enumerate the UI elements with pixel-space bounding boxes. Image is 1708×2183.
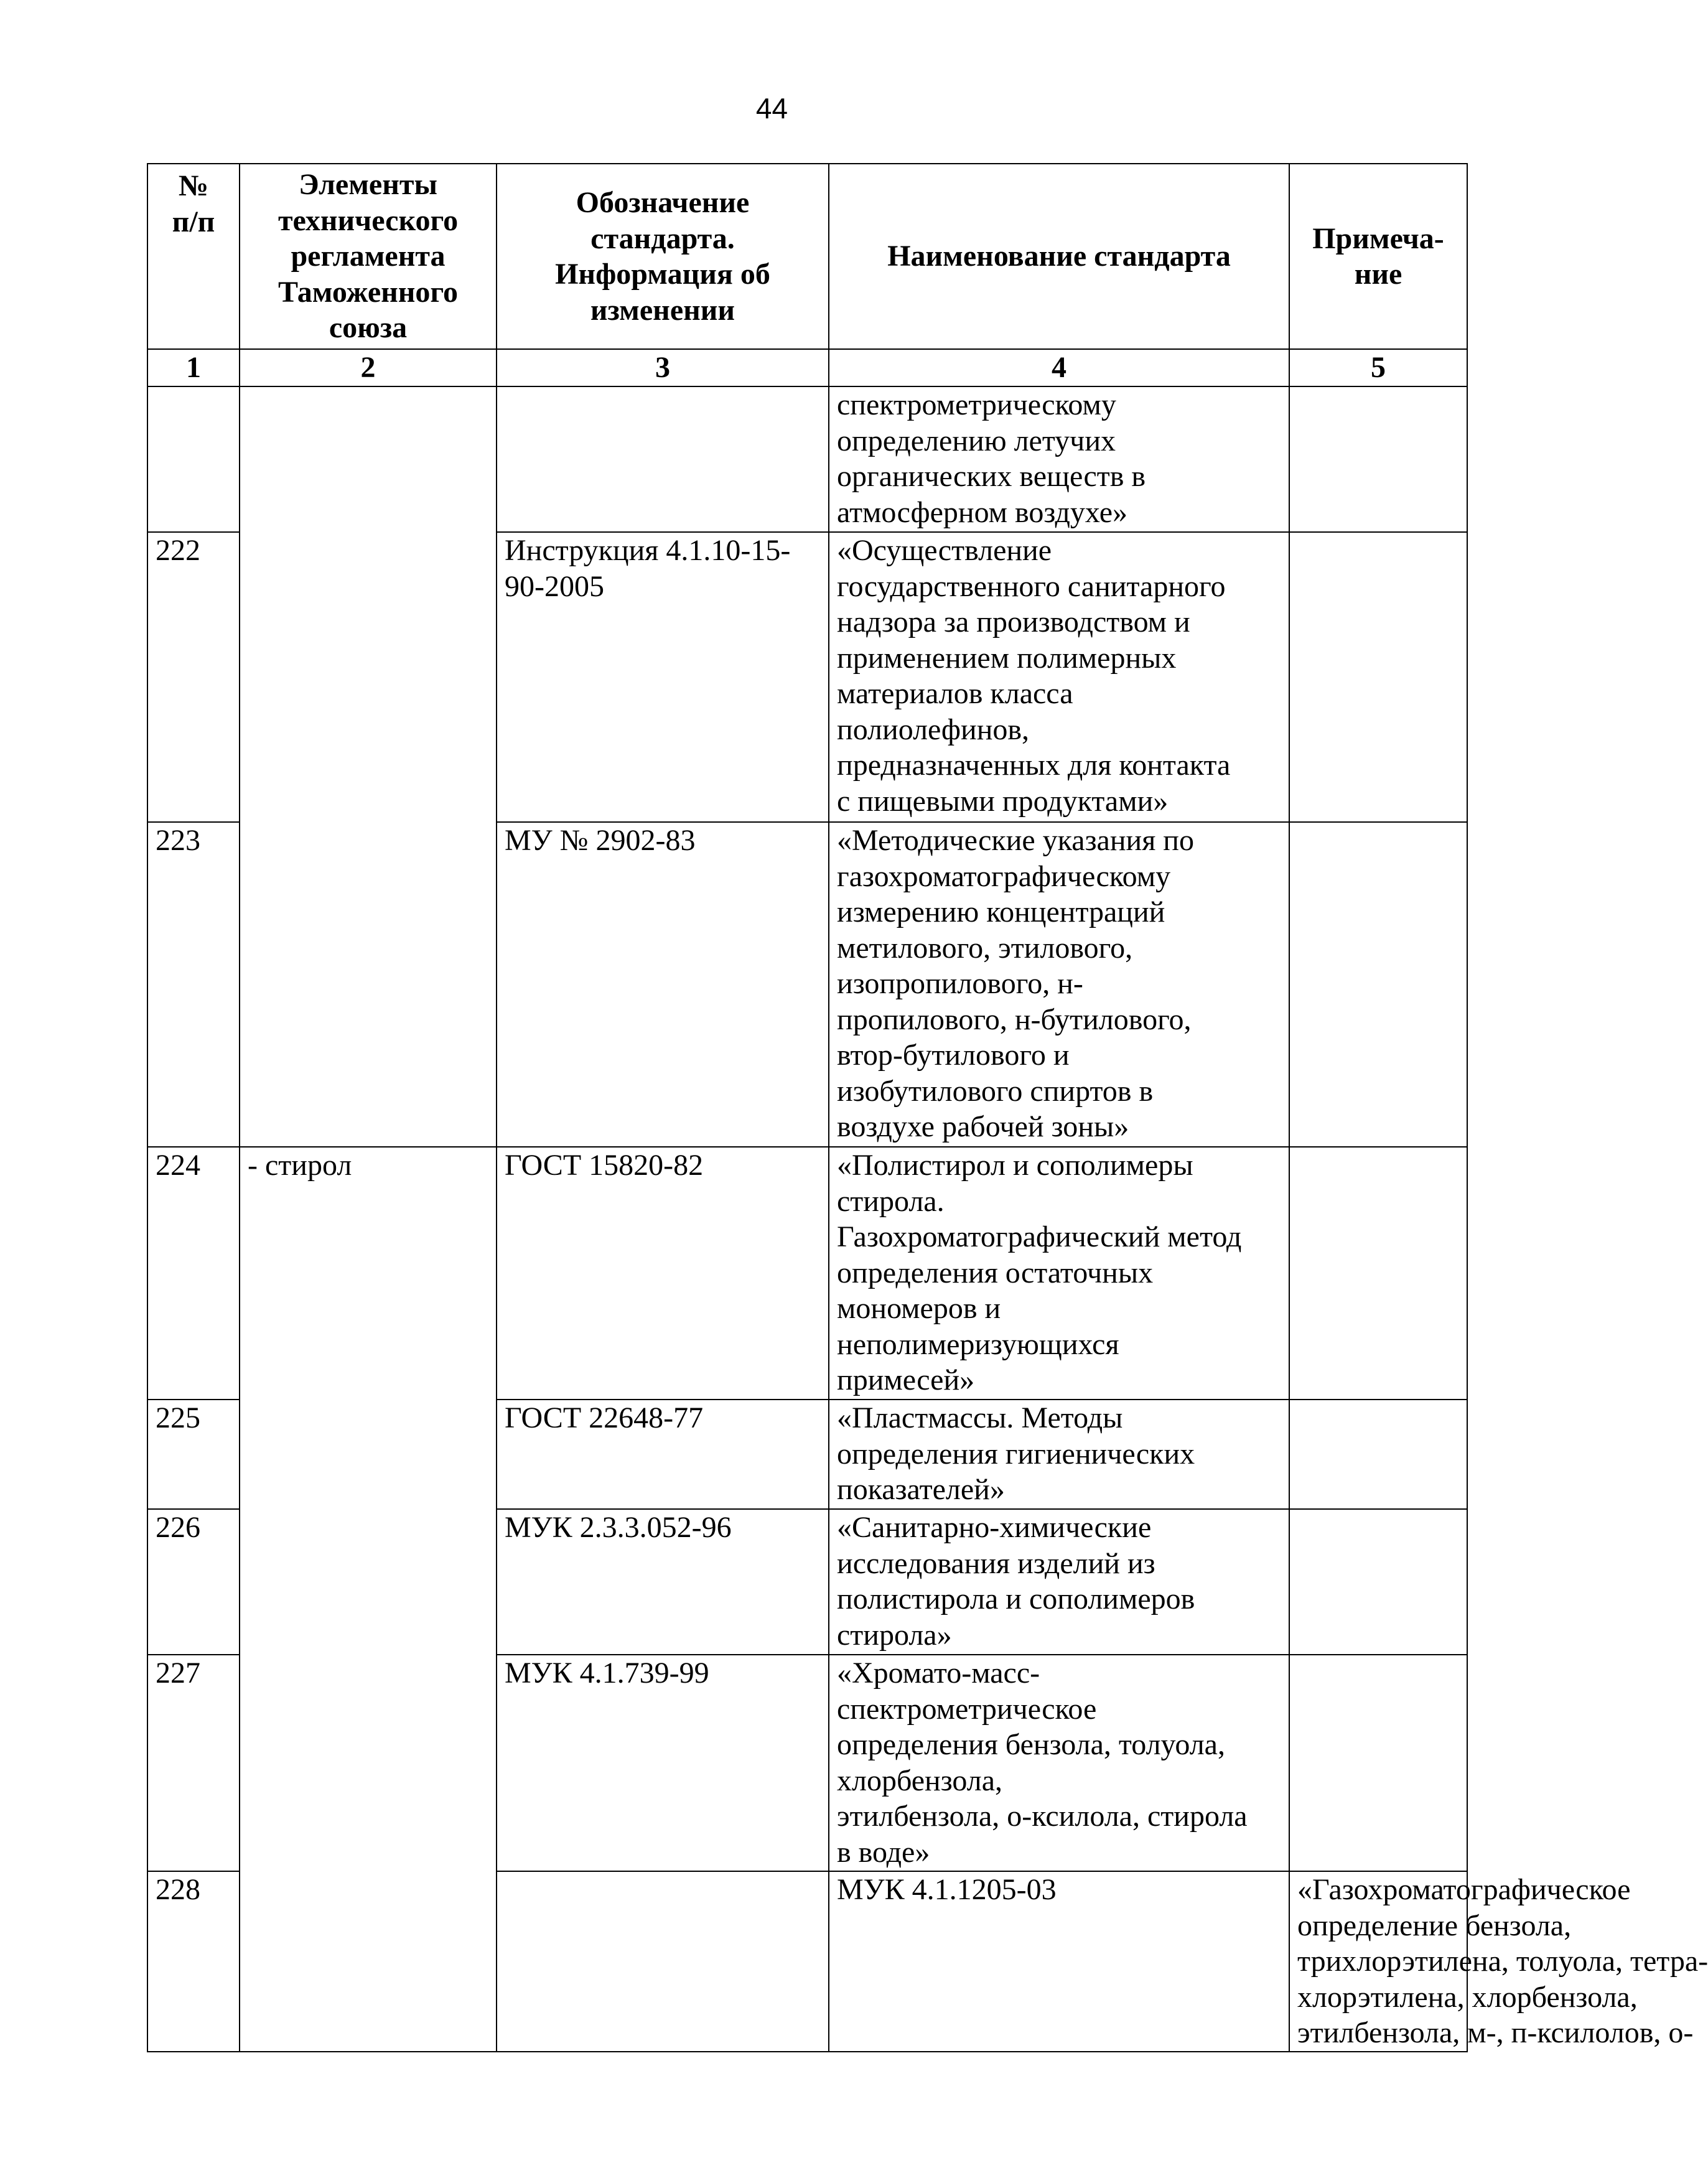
name-line: примесей» — [837, 1363, 975, 1396]
row-name — [829, 1509, 1289, 1655]
name-line: «Осуществление — [837, 534, 1052, 567]
name-line: спектрометрическому — [837, 388, 1116, 421]
name-line: измерению концентраций — [837, 895, 1165, 928]
row-element — [497, 1871, 829, 2052]
column-number: 4 — [829, 349, 1289, 386]
name-line: метилового, этилового, — [837, 931, 1133, 965]
header-name — [829, 164, 1289, 349]
name-line: органических веществ в — [837, 460, 1146, 493]
column-number: 2 — [240, 349, 497, 386]
code-line: 90-2005 — [505, 569, 604, 603]
row-name — [829, 386, 1289, 532]
row-name — [829, 1147, 1289, 1400]
page-number: 44 — [755, 92, 788, 124]
row-note — [1289, 1509, 1467, 1655]
row-element — [240, 386, 497, 1147]
row-code — [497, 386, 829, 532]
header-text: союза — [329, 311, 408, 345]
name-line: определения бензола, толуола, — [837, 1728, 1225, 1761]
header-text: технического — [278, 203, 459, 237]
name-line: полистирола и сополимеров — [837, 1582, 1195, 1615]
row-code: МУК 2.3.3.052-96 — [497, 1509, 829, 1655]
header-text: Наименование стандарта — [887, 240, 1231, 273]
name-line: «Газохроматографическое — [1297, 1873, 1631, 1906]
name-line: мономеров и — [837, 1292, 1001, 1325]
standards-table — [147, 163, 1708, 2052]
header-text: ние — [1354, 258, 1402, 291]
row-name — [829, 1655, 1289, 1871]
name-line: исследования изделий из — [837, 1546, 1155, 1580]
row-number: 228 — [147, 1871, 240, 2052]
name-line: государственного санитарного — [837, 569, 1226, 603]
header-text: стандарта. — [590, 222, 735, 255]
header-text: Примеча- — [1312, 222, 1444, 255]
row-number — [147, 386, 240, 532]
name-line: определения остаточных — [837, 1256, 1154, 1289]
name-line: определение бензола, — [1297, 1909, 1572, 1942]
row-code: ГОСТ 22648-77 — [497, 1400, 829, 1509]
row-number: 226 — [147, 1509, 240, 1655]
name-line: показателей» — [837, 1473, 1005, 1506]
row-note — [1289, 386, 1467, 532]
name-line: определению летучих — [837, 424, 1116, 457]
name-line: стирола» — [837, 1618, 952, 1652]
row-number: 225 — [147, 1400, 240, 1509]
row-name — [1289, 1871, 1708, 2052]
name-line: газохроматографическому — [837, 859, 1171, 893]
name-line: трихлорэтилена, толуола, тетра- — [1297, 1945, 1708, 1978]
name-line: спектрометрическое — [837, 1692, 1097, 1726]
name-line: этилбензола, о-ксилола, стирола — [837, 1800, 1248, 1833]
name-line: воздухе рабочей зоны» — [837, 1110, 1129, 1143]
name-line: применением полимерных — [837, 641, 1177, 675]
header-text: Информация об — [555, 258, 770, 291]
name-line: этилбензола, м-, п-ксилолов, о- — [1297, 2016, 1694, 2049]
name-line: «Полистирол и сополимеры — [837, 1149, 1193, 1182]
name-line: изобутилового спиртов в — [837, 1074, 1154, 1108]
column-number: 1 — [147, 349, 240, 386]
row-number: 224 — [147, 1147, 240, 1400]
header-text: п/п — [172, 205, 215, 238]
row-note — [1289, 1147, 1467, 1400]
header-text: регламента — [291, 240, 446, 273]
row-note — [1289, 822, 1467, 1147]
row-name — [829, 822, 1289, 1147]
name-line: «Методические указания по — [837, 824, 1194, 857]
header-text: Обозначение — [576, 186, 750, 219]
name-line: в воде» — [837, 1835, 930, 1869]
header-text: Элементы — [299, 168, 437, 202]
row-note — [1289, 1400, 1467, 1509]
row-code: МУК 4.1.1205-03 — [829, 1871, 1289, 2052]
row-name — [829, 532, 1289, 822]
header-num — [147, 164, 240, 349]
header-text: Таможенного — [278, 275, 459, 309]
name-line: полиолефинов, — [837, 713, 1030, 746]
row-note — [1289, 1655, 1467, 1871]
name-line: «Пластмассы. Методы — [837, 1401, 1123, 1434]
name-line: Газохроматографический метод — [837, 1220, 1242, 1253]
name-line: определения гигиенических — [837, 1437, 1195, 1470]
row-number: 222 — [147, 532, 240, 822]
row-element: - стирол — [240, 1147, 497, 2052]
name-line: предназначенных для контакта — [837, 749, 1231, 782]
table-header-row — [147, 164, 1467, 349]
column-number: 3 — [497, 349, 829, 386]
name-line: неполимеризующихся — [837, 1327, 1119, 1361]
row-name — [829, 1400, 1289, 1509]
name-line: материалов класса — [837, 677, 1073, 710]
name-line: надзора за производством и — [837, 605, 1190, 638]
name-line: хлорэтилена, хлорбензола, — [1297, 1980, 1638, 2014]
row-code — [497, 532, 829, 822]
header-note — [1289, 164, 1467, 349]
name-line: атмосферном воздухе» — [837, 495, 1128, 529]
row-note — [1289, 532, 1467, 822]
name-line: пропилового, н-бутилового, — [837, 1003, 1192, 1036]
name-line: «Санитарно-химические — [837, 1511, 1152, 1544]
header-code — [497, 164, 829, 349]
column-number: 5 — [1289, 349, 1467, 386]
row-number: 227 — [147, 1655, 240, 1871]
table-row — [147, 1147, 1467, 1400]
header-element — [240, 164, 497, 349]
column-number-row — [147, 349, 1467, 386]
name-line: втор-бутилового и — [837, 1039, 1070, 1072]
row-code: МУ № 2902-83 — [497, 822, 829, 1147]
header-text: № — [178, 169, 209, 202]
name-line: изопропилового, н- — [837, 967, 1083, 1000]
name-line: стирола. — [837, 1184, 945, 1218]
name-line: «Хромато-масс- — [837, 1657, 1040, 1690]
name-line: с пищевыми продуктами» — [837, 784, 1169, 818]
code-line: Инструкция 4.1.10-15- — [505, 534, 791, 567]
row-code: ГОСТ 15820-82 — [497, 1147, 829, 1400]
row-code: МУК 4.1.739-99 — [497, 1655, 829, 1871]
header-text: изменении — [590, 293, 735, 327]
name-line: хлорбензола, — [837, 1764, 1003, 1797]
row-number: 223 — [147, 822, 240, 1147]
table-row — [147, 386, 1467, 532]
